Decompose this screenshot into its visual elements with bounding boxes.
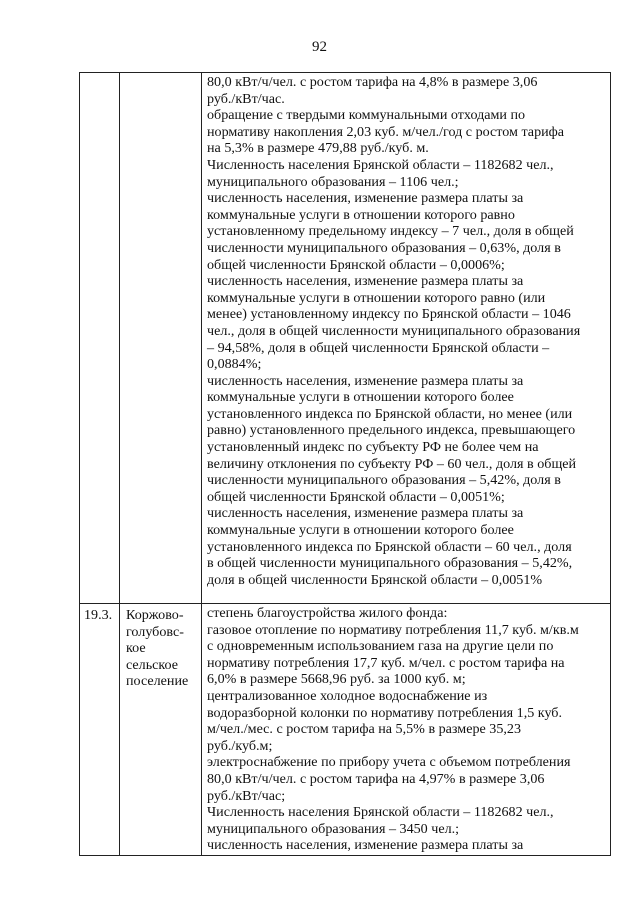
municipality-cell — [120, 604, 202, 856]
text-line: нормативу потребления 17,7 куб. м/чел. с ростом тарифа на — [207, 654, 565, 671]
text-line: численность населения, изменение размера платы за — [207, 190, 524, 207]
text-line: с одновременным использованием газа на другие цели по — [207, 638, 554, 655]
row-number: 19.3. — [84, 607, 113, 623]
row-number-cell — [80, 604, 120, 856]
text-line: общей численности Брянской области – 0,0051%; — [207, 488, 505, 505]
text-line: централизованное холодное водоснабжение из — [207, 687, 488, 704]
text-line: в общей численности муниципального образования – 5,42%, — [207, 555, 573, 572]
text-line: муниципального образования – 3450 чел.; — [207, 820, 460, 837]
table-row — [80, 73, 611, 604]
text-line: 0,0884%; — [207, 356, 262, 373]
text-line: общей численности Брянской области – 0,0006%; — [207, 256, 505, 273]
text-line: руб./кВт/час. — [207, 90, 285, 107]
text-line: коммунальные услуги в отношении которого равно — [207, 206, 515, 223]
text-line: м/чел./мес. с ростом тарифа на 5,5% в размере 35,23 — [207, 721, 521, 738]
text-line: руб./кВт/час; — [207, 787, 286, 804]
text-line: газовое отопление по нормативу потребления 11,7 куб. м/кв.м — [207, 621, 579, 638]
text-line: коммунальные услуги в отношении которого равно (или — [207, 289, 546, 306]
text-line: – 94,58%, доля в общей численности Брянской области – — [207, 339, 550, 356]
text-line: руб./куб.м; — [207, 737, 273, 754]
text-line: водоразборной колонки по нормативу потребления 1,5 куб. — [207, 704, 563, 721]
text-line: степень благоустройства жилого фонда: — [207, 605, 448, 621]
description-cell — [202, 73, 611, 604]
tariff-table — [79, 72, 611, 856]
text-line: численность населения, изменение размера платы за — [207, 837, 524, 854]
text-line: муниципального образования – 1106 чел.; — [207, 173, 459, 190]
text-line: численность населения, изменение размера платы за — [207, 273, 524, 290]
description-cell — [202, 604, 611, 856]
text-line: коммунальные услуги в отношении которого более — [207, 522, 514, 539]
text-line: Численность населения Брянской области – 1182682 чел., — [207, 804, 554, 821]
text-line: численность населения, изменение размера платы за — [207, 372, 524, 389]
text-line: нормативу накопления 2,03 куб. м/чел./год с ростом тарифа — [207, 123, 565, 140]
text-line: установленного индекса по Брянской области, но менее (или — [207, 405, 573, 422]
municipality-name-line: сельское — [126, 656, 179, 673]
text-line: на 5,3% в размере 479,88 руб./куб. м. — [207, 140, 429, 157]
text-line: менее) установленному индексу по Брянской области – 1046 — [207, 306, 571, 323]
municipality-cell — [120, 73, 202, 604]
text-line: чел., доля в общей численности муниципального образования — [207, 322, 581, 339]
text-line: установленному предельному индексу – 7 чел., доля в общей — [207, 223, 574, 240]
row-number-cell — [80, 73, 120, 604]
text-line: обращение с твердыми коммунальными отходами по — [207, 107, 526, 124]
municipality-name-line: Коржово- — [126, 607, 184, 623]
text-line: 80,0 кВт/ч/чел. с ростом тарифа на 4,8% в размере 3,06 — [207, 74, 538, 90]
municipality-name-line: голубовс- — [126, 623, 184, 640]
text-line: установленный индекс по субъекту РФ не более чем на — [207, 439, 539, 456]
municipality-name-line: поселение — [126, 673, 189, 690]
text-line: численность населения, изменение размера платы за — [207, 505, 524, 522]
text-line: численности муниципального образования – 0,63%, доля в — [207, 239, 561, 256]
text-line: электроснабжение по прибору учета с объемом потребления — [207, 754, 571, 771]
text-line: 80,0 кВт/ч/чел. с ростом тарифа на 4,97% в размере 3,06 — [207, 770, 545, 787]
text-line: коммунальные услуги в отношении которого более — [207, 389, 514, 406]
text-line: величину отклонения по субъекту РФ – 60 чел., доля в общей — [207, 455, 577, 472]
text-line: 6,0% в размере 5668,96 руб. за 1000 куб. м; — [207, 671, 466, 688]
text-line: равно) установленного предельного индекса, превышающего — [207, 422, 576, 439]
municipality-name-line: кое — [126, 640, 146, 657]
text-line: доля в общей численности Брянской области – 0,0051% — [207, 571, 543, 588]
text-line: Численность населения Брянской области – 1182682 чел., — [207, 156, 554, 173]
table-row — [80, 604, 611, 856]
text-line: установленного индекса по Брянской области – 60 чел., доля — [207, 538, 572, 555]
page-number: 92 — [312, 39, 327, 55]
text-line: численности муниципального образования – 5,42%, доля в — [207, 472, 561, 489]
